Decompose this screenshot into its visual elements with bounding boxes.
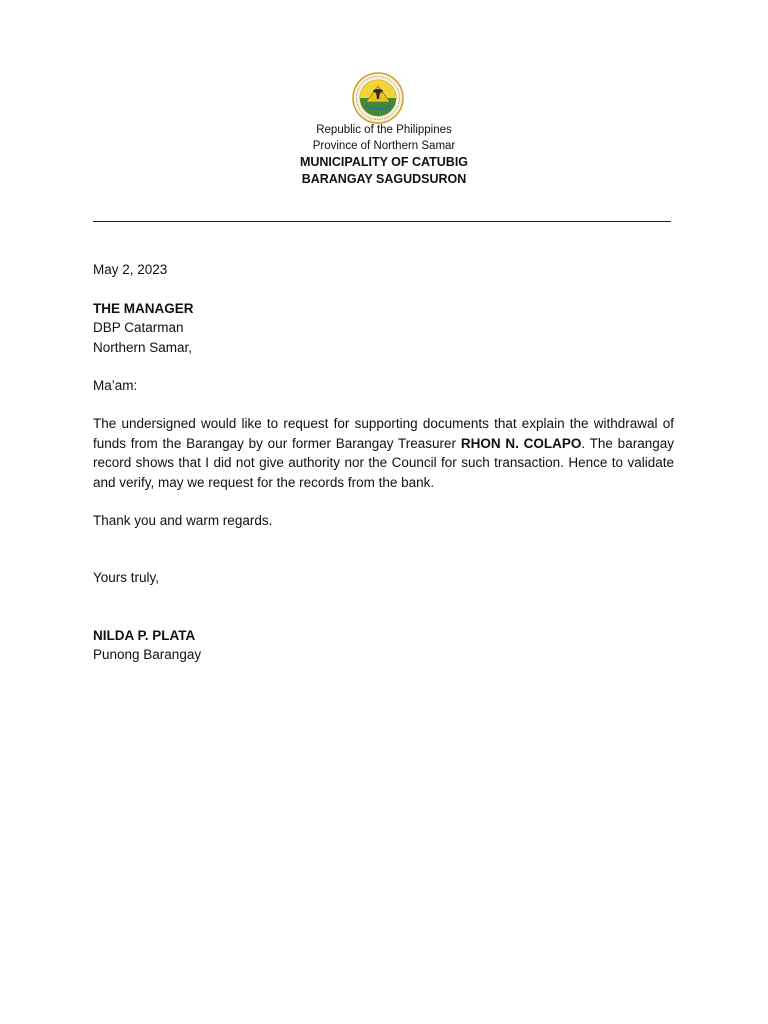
letter-date: May 2, 2023: [93, 262, 168, 277]
letterhead-barangay: BARANGAY SAGUDSURON: [301, 172, 467, 186]
letterhead-republic: Republic of the Philippines: [316, 124, 452, 136]
municipal-seal-logo: [352, 72, 404, 124]
body-text-2: . The barangay record shows that I did not give authority nor the Council for such transaction. Hence to validate and verify, may we request for the records from the bank.: [93, 435, 674, 490]
closing: Yours truly,: [93, 570, 160, 585]
signatory-name: NILDA P. PLATA: [93, 628, 196, 643]
body-text-1: The undersigned would like to request for supporting documents that explain the withdrawal of funds from the Barangay by our former Barangay Treasurer: [93, 416, 674, 451]
thanks-line: Thank you and warm regards.: [93, 513, 273, 528]
letter-body: [93, 414, 674, 492]
recipient-org: DBP Catarman: [93, 320, 184, 335]
recipient-location: Northern Samar,: [93, 340, 193, 355]
letterhead: [0, 122, 768, 188]
letterhead-divider: [93, 221, 671, 222]
salutation: Ma’am:: [93, 378, 138, 393]
letterhead-province: Province of Northern Samar: [312, 140, 456, 152]
recipient-title: THE MANAGER: [93, 301, 194, 316]
treasurer-name: RHON N. COLAPO: [460, 435, 582, 451]
letterhead-municipality: MUNICIPALITY OF CATUBIG: [299, 155, 469, 169]
signatory-position: Punong Barangay: [93, 647, 202, 662]
